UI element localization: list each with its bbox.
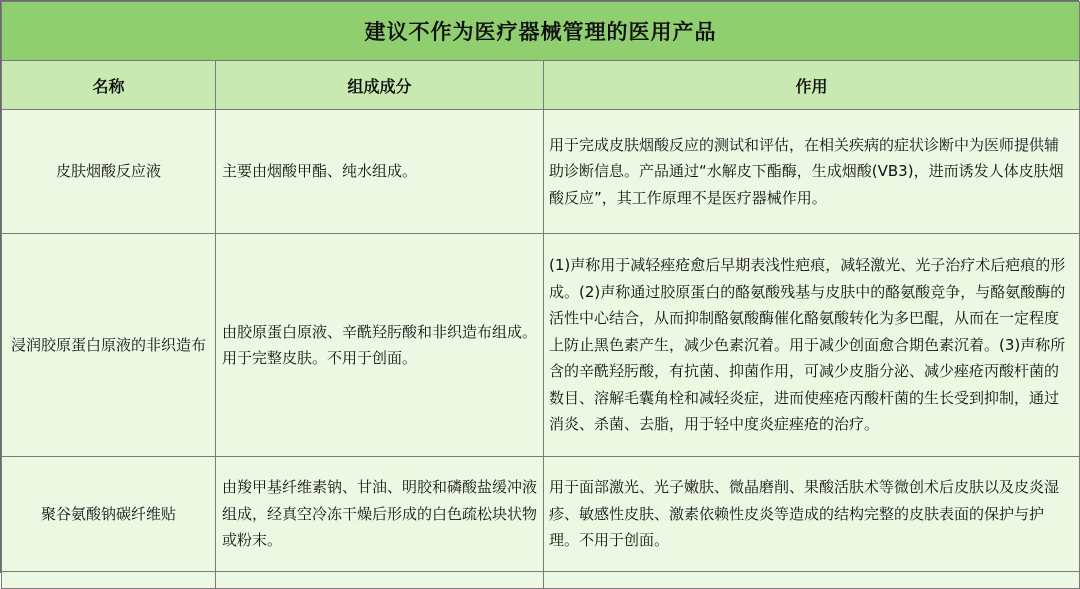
table-row (2, 457, 1080, 572)
empty-cell[interactable] (2, 572, 216, 589)
table-row-empty (2, 572, 1080, 589)
table-title[interactable]: 建议不作为医疗器械管理的医用产品 (2, 2, 1080, 61)
table-header-row (2, 61, 1080, 110)
cell-composition[interactable]: 主要由烟酸甲酯、纯水组成。 (216, 110, 544, 234)
cell-effect[interactable]: 用于完成皮肤烟酸反应的测试和评估，在相关疾病的症状诊断中为医师提供辅助诊断信息。产品通过“水解皮下酯酶，生成烟酸(VB3)，进而诱发人体皮肤烟酸反应”，其工作原理不是医疗器械作用。 (544, 110, 1080, 234)
header-composition[interactable]: 组成成分 (216, 61, 544, 110)
products-table (1, 1, 1080, 589)
header-name[interactable]: 名称 (2, 61, 216, 110)
cell-composition[interactable]: 由胶原蛋白原液、辛酰羟肟酸和非织造布组成。用于完整皮肤。不用于创面。 (216, 234, 544, 457)
table-row (2, 110, 1080, 234)
cell-composition[interactable]: 由羧甲基纤维素钠、甘油、明胶和磷酸盐缓冲液组成，经真空冷冻干燥后形成的白色疏松块状物或粉末。 (216, 457, 544, 572)
table-row (2, 234, 1080, 457)
cell-name[interactable]: 聚谷氨酸钠碳纤维贴 (2, 457, 216, 572)
empty-cell[interactable] (544, 572, 1080, 589)
cell-effect[interactable]: (1)声称用于减轻痤疮愈后早期表浅性疤痕，减轻激光、光子治疗术后疤痕的形成。(2)声称通过胶原蛋白的酪氨酸残基与皮肤中的酪氨酸竞争，与酪氨酸酶的活性中心结合，从而抑制酪氨酸酶催化酪氨酸转化为多巴醌，从而在一定程度上防止黑色素产生，减少色素沉着。用于减少创面愈合期色素沉着。(3)声称所含的辛酰羟肟酸，有抗菌、抑菌作用，可减少皮脂分泌、减少痤疮丙酸杆菌的数目、溶解毛囊角栓和减轻炎症，进而使痤疮丙酸杆菌的生长受到抑制，通过消炎、杀菌、去脂，用于轻中度炎症痤疮的治疗。 (544, 234, 1080, 457)
table-title-row (2, 2, 1080, 61)
empty-cell[interactable] (216, 572, 544, 589)
cell-effect[interactable]: 用于面部激光、光子嫩肤、微晶磨削、果酸活肤术等微创术后皮肤以及皮炎湿疹、敏感性皮肤、激素依赖性皮炎等造成的结构完整的皮肤表面的保护与护理。不用于创面。 (544, 457, 1080, 572)
header-effect[interactable]: 作用 (544, 61, 1080, 110)
cell-name[interactable]: 皮肤烟酸反应液 (2, 110, 216, 234)
cell-name[interactable]: 浸润胶原蛋白原液的非织造布 (2, 234, 216, 457)
